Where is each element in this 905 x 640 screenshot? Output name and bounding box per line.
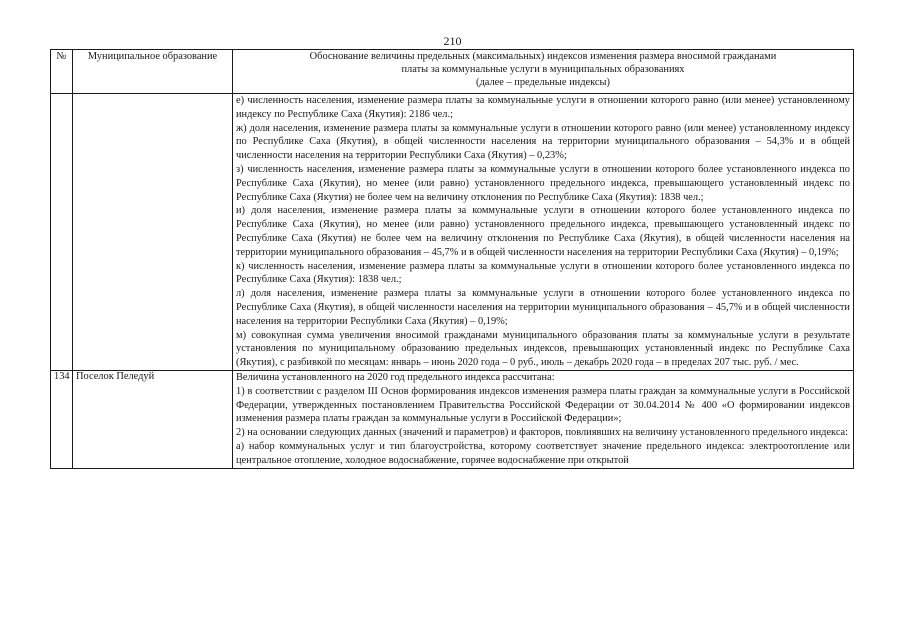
header-justification-line-2: платы за коммунальные услуги в муниципальных образованиях bbox=[401, 64, 685, 75]
paragraph: л) доля населения, изменение размера платы за коммунальные услуги в отношении которого более установленного индекса по Республике Саха (Якутия), в общей численности населения на территории муниципального образования – 45,7% и в общей численности населения на территории Республики Саха (Якутия) – 0,19%; bbox=[236, 288, 850, 327]
header-justification-line-1: Обоснование величины предельных (максимальных) индексов изменения размера вносимой гражданами bbox=[309, 51, 777, 62]
row-number bbox=[51, 94, 73, 371]
paragraph: з) численность населения, изменение размера платы за коммунальные услуги в отношении которого более установленного индекса по Республике Саха (Якутия), но менее (или равно) установленного предельного индекса, превышающего установленный индекс по Республике Саха (Якутия) не более чем на величину отклонения по Республике Саха (Якутия): 1838 чел.; bbox=[236, 163, 850, 203]
paragraph: е) численность населения, изменение размера платы за коммунальные услуги в отношении которого равно (или менее) установленному индексу по Республике Саха (Якутия): 2186 чел.; bbox=[236, 95, 850, 120]
paragraph: и) доля населения, изменение размера платы за коммунальные услуги в отношении которого более установленного индекса по Республике Саха (Якутия), но менее (или равно) установленного предельного индекса, превышающего установленный индекс по Республике Саха (Якутия) не более чем на величину отклонения по Республике Саха (Якутия), в общей численности населения на территории муниципального образования – 45,7% и в общей численности населения на территории Республики Саха (Якутия) – 0,19%; bbox=[236, 205, 850, 258]
table-row bbox=[51, 94, 854, 371]
paragraph: к) численность населения, изменение размера платы за коммунальные услуги в отношении которого более установленного индекса по Республике Саха (Якутия): 1838 чел.; bbox=[236, 260, 850, 286]
table-header-row bbox=[51, 50, 854, 94]
paragraph: Величина установленного на 2020 год предельного индекса рассчитана: bbox=[236, 371, 555, 383]
justification-table bbox=[50, 49, 854, 469]
header-justification-line-3: (далее – предельные индексы) bbox=[476, 77, 610, 88]
paragraph: 1) в соответствии с разделом III Основ формирования индексов изменения размера платы граждан за коммунальные услуги в Российской Федерации, утвержденных постановлением Правительства Российской Федерации от 30.04.2014 № 400 «О формировании индексов изменения размера платы граждан за коммунальные услуги в Российской Федерации»; bbox=[236, 385, 850, 425]
paragraph: 2) на основании следующих данных (значений и параметров) и факторов, повлиявших на величину установленного предельного индекса: bbox=[236, 427, 849, 439]
row-municipality: Поселок Пеледуй bbox=[73, 370, 233, 468]
row-municipality bbox=[73, 94, 233, 371]
header-num: № bbox=[51, 50, 73, 94]
table-row bbox=[51, 370, 854, 468]
paragraph: ж) доля населения, изменение размера платы за коммунальные услуги в отношении которого равно (или менее) установленному индексу по Республике Саха (Якутия), в общей численности населения на территории муниципального образования – 54,3% и в общей численности населения на территории Республики Саха (Якутия) – 0,23%; bbox=[236, 122, 850, 162]
row-justification bbox=[233, 94, 854, 371]
row-justification bbox=[233, 370, 854, 468]
paragraph: м) совокупная сумма увеличения вносимой гражданами муниципального образования платы за коммунальные услуги в результате установления по муниципальному образованию предельных индексов, превышающих установленный индекс по Республике Саха (Якутия), с разбивкой по месяцам: январь – июнь 2020 года – 0 руб., июль – декабрь 2020 года – в пределах 207 тыс. руб. / мес. bbox=[236, 329, 850, 369]
paragraph: а) набор коммунальных услуг и тип благоустройства, которому соответствует значение предельного индекса: электроотопление или центральное отопление, холодное водоснабжение, горячее водоснабжение при открытой bbox=[236, 440, 850, 466]
header-justification bbox=[233, 50, 854, 94]
row-number: 134 bbox=[51, 370, 73, 468]
page-number: 210 bbox=[443, 34, 462, 48]
header-municipality: Муниципальное образование bbox=[73, 50, 233, 94]
